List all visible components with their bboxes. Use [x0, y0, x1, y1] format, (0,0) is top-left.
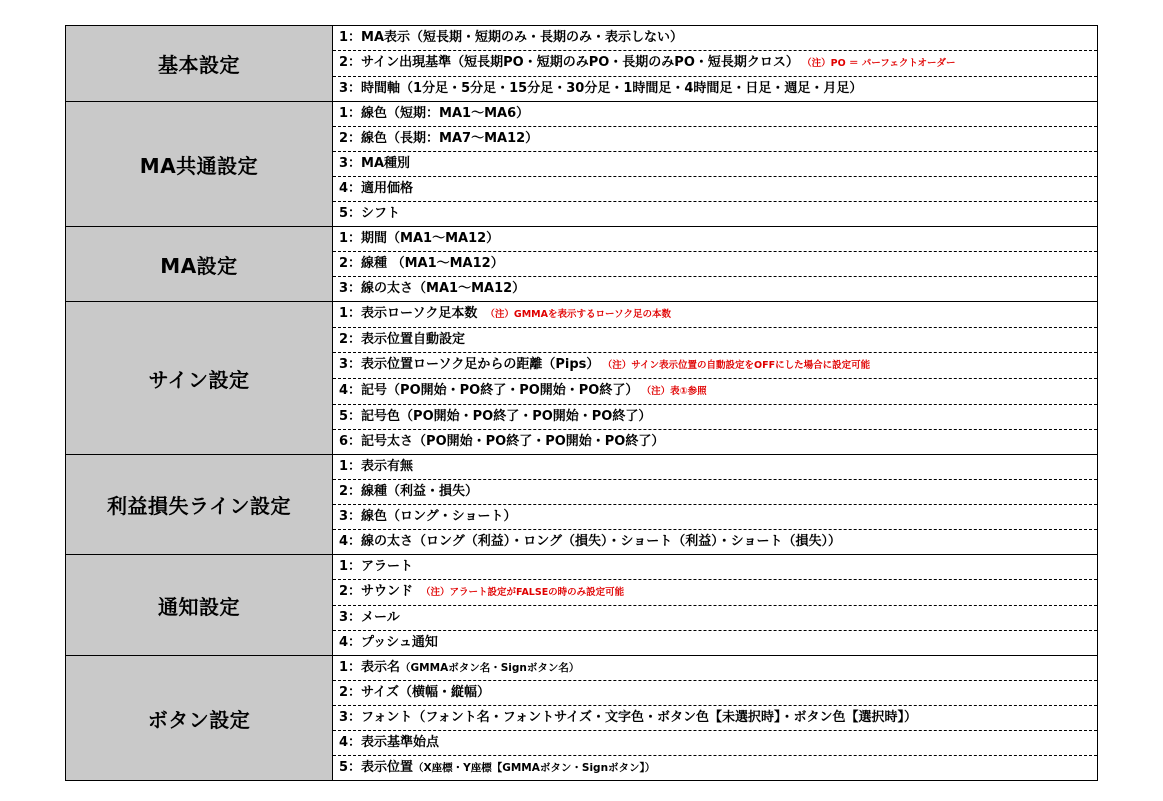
table-row	[66, 455, 1098, 480]
setting-item-detail: （X座標・Y座標【GMMAボタン・Signボタン】）	[413, 762, 656, 774]
setting-item	[333, 102, 1098, 127]
setting-item-label: 3：時間軸（1分足・5分足・15分足・30分足・1時間足・4時間足・日足・週足・月足）	[339, 81, 863, 96]
setting-item-label: 2：線色（長期：MA7～MA12）	[339, 131, 539, 146]
setting-item-label: 4：線の太さ（ロング（利益）・ロング（損失）・ショート（利益）・ショート（損失））	[339, 534, 842, 549]
setting-item	[333, 202, 1098, 227]
setting-item-label: 2：サイズ（横幅・縦幅）	[339, 685, 491, 700]
setting-item	[333, 405, 1098, 430]
category-cell: MA設定	[66, 227, 333, 302]
table-row	[66, 102, 1098, 127]
setting-item-label: 3：フォント（フォント名・フォントサイズ・文字色・ボタン色【未選択時】・ボタン色【選択時】）	[339, 710, 918, 725]
setting-item	[333, 152, 1098, 177]
table-row	[66, 26, 1098, 51]
setting-item-label: 1：表示名	[339, 660, 401, 675]
setting-item-label: 5：表示位置	[339, 760, 414, 775]
setting-item-label: 4：適用価格	[339, 181, 414, 196]
setting-item-label: 2：サイン出現基準（短長期PO・短期のみPO・長期のみPO・短長期クロス）	[339, 55, 799, 70]
setting-item-label: 1：表示ローソク足本数	[339, 306, 478, 321]
setting-item-label: 2：線種（利益・損失）	[339, 484, 479, 499]
setting-item	[333, 631, 1098, 656]
setting-item-label: 4：表示基準始点	[339, 735, 440, 750]
setting-item-label: 5：記号色（PO開始・PO終了・PO開始・PO終了）	[339, 409, 652, 424]
table-row	[66, 302, 1098, 328]
setting-item-label: 3：線の太さ（MA1～MA12）	[339, 281, 526, 296]
category-cell: 利益損失ライン設定	[66, 455, 333, 555]
setting-item	[333, 580, 1098, 606]
note-text: （注）サイン表示位置の自動設定をOFFにした場合に設定可能	[607, 360, 871, 371]
setting-item	[333, 227, 1098, 252]
setting-item	[333, 706, 1098, 731]
setting-item-label: 1：MA表示（短長期・短期のみ・長期のみ・表示しない）	[339, 30, 684, 45]
setting-item	[333, 756, 1098, 781]
setting-item	[333, 353, 1098, 379]
setting-item	[333, 328, 1098, 353]
setting-item-label: 5：シフト	[339, 206, 401, 221]
category-cell: MA共通設定	[66, 102, 333, 227]
setting-item	[333, 656, 1098, 681]
table-row	[66, 227, 1098, 252]
setting-item-label: 6：記号太さ（PO開始・PO終了・PO開始・PO終了）	[339, 434, 665, 449]
settings-table	[65, 25, 1098, 781]
setting-item-label: 2：表示位置自動設定	[339, 332, 466, 347]
setting-item	[333, 480, 1098, 505]
setting-item-label: 1：表示有無	[339, 459, 414, 474]
setting-item-label: 3：線色（ロング・ショート）	[339, 509, 517, 524]
setting-item	[333, 455, 1098, 480]
setting-item	[333, 430, 1098, 455]
setting-item	[333, 379, 1098, 405]
setting-item	[333, 127, 1098, 152]
setting-item	[333, 252, 1098, 277]
note-text: （注）PO ＝ パーフェクトオーダー	[806, 58, 956, 69]
setting-item-label: 4：プッシュ通知	[339, 635, 438, 650]
table-row	[66, 656, 1098, 681]
setting-item-label: 3：MA種別	[339, 156, 411, 171]
setting-item-detail: （GMMAボタン名・Signボタン名）	[400, 662, 580, 674]
setting-item	[333, 505, 1098, 530]
category-cell: サイン設定	[66, 302, 333, 455]
table-row	[66, 555, 1098, 580]
note-text: （注）表①参照	[646, 386, 707, 397]
setting-item	[333, 681, 1098, 706]
note-text: （注）GMMAを表示するローソク足の本数	[485, 309, 671, 320]
setting-item-label: 4：記号（PO開始・PO終了・PO開始・PO終了）	[339, 383, 639, 398]
setting-item-label: 3：メール	[339, 610, 400, 625]
setting-item	[333, 302, 1098, 328]
setting-item	[333, 277, 1098, 302]
setting-item	[333, 51, 1098, 77]
setting-item	[333, 530, 1098, 555]
setting-item-label: 1：期間（MA1～MA12）	[339, 231, 500, 246]
category-cell: ボタン設定	[66, 656, 333, 781]
setting-item-label: 2：線種 （MA1～MA12）	[339, 256, 504, 271]
setting-item-label: 1：線色（短期：MA1～MA6）	[339, 106, 530, 121]
note-text: （注）アラート設定がFALSEの時のみ設定可能	[421, 587, 625, 598]
settings-table-body	[66, 26, 1098, 781]
setting-item	[333, 606, 1098, 631]
setting-item	[333, 731, 1098, 756]
setting-item-label: 1：アラート	[339, 559, 414, 574]
setting-item-label: 3：表示位置ローソク足からの距離（Pips）	[339, 357, 600, 372]
setting-item	[333, 555, 1098, 580]
category-cell: 通知設定	[66, 555, 333, 656]
category-cell: 基本設定	[66, 26, 333, 102]
setting-item-label: 2：サウンド	[339, 584, 414, 599]
setting-item	[333, 26, 1098, 51]
setting-item	[333, 177, 1098, 202]
setting-item	[333, 77, 1098, 102]
